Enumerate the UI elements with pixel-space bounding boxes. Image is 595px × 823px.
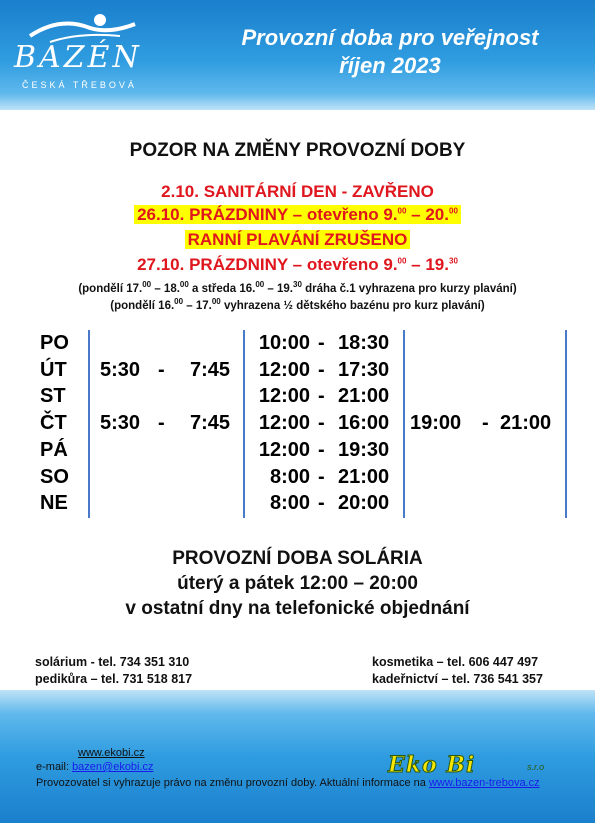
notice-line-4-sup-1: 00	[397, 256, 407, 266]
time-cell: 10:00	[258, 332, 310, 354]
day-label: SO	[40, 465, 69, 488]
time-cell: 7:45	[190, 358, 231, 381]
time-cell: 19:00	[410, 412, 462, 435]
time-separator: -	[482, 412, 489, 435]
time-cell: 17:30	[338, 358, 390, 381]
notice-line-1: 2.10. SANITÁRNÍ DEN - ZAVŘENO	[161, 182, 434, 201]
logo-subtitle: ČESKÁ TŘEBOVÁ	[22, 80, 137, 90]
email-line	[36, 761, 154, 773]
note-1-b: – 18.	[151, 282, 180, 295]
time-cell: 21:00	[338, 385, 390, 408]
time-separator: -	[318, 385, 325, 408]
notice-line-2-text-b: – 20.	[406, 205, 449, 224]
notice-line-4	[0, 255, 595, 275]
contact-kosmetika: kosmetika – tel. 606 447 497	[372, 655, 539, 669]
time-separator: -	[158, 358, 165, 381]
note-2-s2: 00	[211, 297, 221, 306]
time-cell: 19:30	[338, 438, 390, 461]
day-label: PÁ	[40, 438, 68, 461]
schedule-table	[0, 330, 595, 520]
time-separator: -	[318, 492, 325, 515]
logo-text: BAZÉN	[14, 40, 142, 75]
notice-line-3-highlight: RANNÍ PLAVÁNÍ ZRUŠENO	[185, 230, 411, 249]
note-1-s1: 00	[142, 280, 152, 289]
email-link[interactable]: bazen@ekobi.cz	[72, 761, 154, 773]
time-cell: 7:45	[190, 412, 231, 435]
time-separator: -	[158, 412, 165, 435]
solarium-hours: úterý a pátek 12:00 – 20:00	[177, 573, 418, 594]
contact-kadernictvi: kadeřnictví – tel. 736 541 357	[372, 672, 543, 686]
email-label: e-mail:	[36, 761, 73, 773]
note-2-a: (pondělí 16.	[110, 299, 175, 312]
note-1-s3: 00	[255, 280, 265, 289]
day-label: ÚT	[40, 358, 67, 381]
note-1-e: dráha č.1 vyhrazena pro kurzy plavání)	[301, 282, 517, 295]
column-divider	[88, 330, 90, 518]
note-1-c: a středa 16.	[188, 282, 256, 295]
column-divider	[403, 330, 405, 518]
note-1-s2: 00	[179, 280, 189, 289]
column-divider	[243, 330, 245, 518]
time-cell: 20:00	[338, 492, 390, 515]
note-2-c: vyhrazena ½ dětského bazénu pro kurz plavání)	[220, 299, 485, 312]
time-cell: 21:00	[500, 412, 552, 435]
day-label: PO	[40, 332, 69, 354]
time-cell: 12:00	[258, 412, 310, 435]
web-link[interactable]: www.ekobi.cz	[78, 747, 145, 759]
notice-line-4-text-b: – 19.	[406, 255, 449, 274]
time-separator: -	[318, 438, 325, 461]
notice-line-2-text-a: 26.10. PRÁZDNINY – otevřeno 9.	[137, 205, 398, 224]
time-cell: 8:00	[269, 465, 310, 488]
note-1-s4: 30	[293, 280, 302, 289]
day-label: ČT	[40, 412, 67, 435]
day-label: NE	[40, 492, 68, 515]
notice-note-1	[0, 280, 595, 295]
contact-solarium: solárium - tel. 734 351 310	[35, 655, 190, 669]
ekobi-logo-sro: s.r.o	[527, 762, 545, 772]
ekobi-logo: Eko Bi	[388, 752, 476, 778]
notice-title: POZOR NA ZMĚNY PROVOZNÍ DOBY	[129, 140, 466, 161]
bazen-logo	[10, 6, 150, 96]
header-banner	[0, 0, 595, 110]
time-cell: 12:00	[258, 358, 310, 381]
time-separator: -	[318, 465, 325, 488]
notice-line-3	[0, 230, 595, 250]
notice-note-2	[0, 297, 595, 312]
time-separator: -	[318, 332, 325, 354]
title-line-2: říjen 2023	[339, 53, 441, 78]
note-2-s1: 00	[174, 297, 184, 306]
notice-line-4-text-a: 27.10. PRÁZDNINY – otevřeno 9.	[137, 255, 398, 274]
time-cell: 21:00	[338, 465, 390, 488]
notice-line-2-sup-2: 00	[449, 206, 458, 216]
notice-line-4-sup-2: 30	[449, 256, 458, 266]
day-label: ST	[40, 385, 66, 408]
disclaimer-text: Provozovatel si vyhrazuje právo na změnu provozní doby. Aktuální informace na	[36, 777, 429, 789]
disclaimer	[36, 777, 540, 789]
site-link[interactable]: www.bazen-trebova.cz	[428, 777, 540, 789]
time-separator: -	[318, 412, 325, 435]
note-1-d: – 19.	[264, 282, 293, 295]
solarium-title: PROVOZNÍ DOBA SOLÁRIA	[172, 548, 423, 569]
page-title	[195, 24, 585, 80]
notice-line-2-highlight	[134, 205, 461, 224]
column-divider	[565, 330, 567, 518]
solarium-note: v ostatní dny na telefonické objednání	[125, 598, 470, 619]
note-1-a: (pondělí 17.	[78, 282, 143, 295]
title-line-1: Provozní doba pro veřejnost	[241, 25, 539, 50]
contact-pedikura: pedikůra – tel. 731 518 817	[35, 672, 193, 686]
time-cell: 12:00	[258, 385, 310, 408]
time-cell: 12:00	[258, 438, 310, 461]
time-separator: -	[318, 358, 325, 381]
time-cell: 16:00	[338, 412, 390, 435]
notice-line-2-sup-1: 00	[397, 206, 407, 216]
time-cell: 5:30	[100, 412, 141, 435]
notice-line-2	[0, 205, 595, 225]
time-cell: 5:30	[100, 358, 141, 381]
time-cell: 18:30	[338, 332, 390, 354]
time-cell: 8:00	[269, 492, 310, 515]
note-2-b: – 17.	[183, 299, 212, 312]
